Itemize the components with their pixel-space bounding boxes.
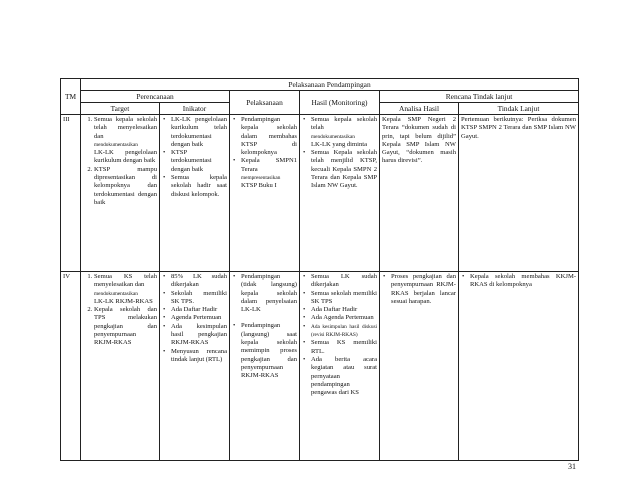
list-item: 1. Semua KS telah menyelesaikan dan mendokumentasikan LK-LK RKJM-RKAS <box>94 273 157 306</box>
tindak-cell <box>459 272 579 461</box>
list-item: • Semua sekolah memiliki SK TPS <box>311 290 377 307</box>
list-item: 2. KTSP mampu dipresentasikan di kelompoknya dan terdokumentasi dengan baik <box>94 166 157 207</box>
list-item: 1. Semua kepala sekolah telah menyelesaikan dan mendokumentasikan LK-LK pengelolaan kurikulum dengan baik <box>94 116 157 166</box>
analisa-cell <box>380 272 459 461</box>
target-cell <box>81 272 160 461</box>
list-item: • Ada Daftar Hadir <box>171 306 227 314</box>
indikator-cell <box>160 115 230 272</box>
tindak-cell: Pertemuan berikutnya: Periksa dokumen KTSP SMPN 2 Terara dan SMP Islam NW Gayut. <box>459 115 579 272</box>
indikator-header: Inikator <box>160 103 230 115</box>
list-item: • Pendampingan (tidak langsung) kepala sekolah dalam penyelsaian LK-LK <box>241 273 297 314</box>
mentoring-table <box>60 78 579 461</box>
list-item: • Ada berita acara kegiatan atau surat pernyataan pendampingan pengawas dari KS <box>311 356 377 397</box>
header-row-2 <box>61 91 579 103</box>
list-item: • KTSP terdokumentasi dengan baik <box>171 149 227 174</box>
page-number: 31 <box>568 462 576 471</box>
pelaksanaan-pendampingan-header: Pelaksanaan Pendampingan <box>81 79 579 91</box>
list-item: • Sekolah memiliki SK TPS. <box>171 290 227 307</box>
list-item: • Semua KS memiliki RTL. <box>311 339 377 356</box>
list-item: • Semua kepala sekolah hadir saat diskusi kelompok. <box>171 174 227 199</box>
list-item: • Pendampingan kepala sekolah dalam membahas KTSP di kelompoknya <box>241 116 297 157</box>
list-item: • Ada kesimpulan hasil diskusi (revisi RKJM-RKAS) <box>311 323 377 340</box>
list-item: • LK-LK pengelolaan kurikulum telah terdokumentasi dengan baik <box>171 116 227 149</box>
perencanaan-header: Perencanaan <box>81 91 230 103</box>
table-row <box>61 272 579 461</box>
indikator-cell <box>160 272 230 461</box>
tm-header: TM <box>61 79 81 115</box>
tm-cell: IV <box>61 272 81 461</box>
list-item: • Semua kepala sekolah telah mendokumentasikan LK-LK yang diminta <box>311 116 377 149</box>
list-item: • Pendampingan (langsung) saat kepala sekolah memimpin proses pengkajian dan penyempurnaan RKJM-RKAS <box>241 322 297 380</box>
list-item: • Ada Agenda Pertemuan <box>311 314 377 322</box>
hasil-cell <box>300 272 380 461</box>
analisa-header: Analisa Hasil <box>380 103 459 115</box>
list-item: • Semua LK sudah dikerjakan <box>311 273 377 290</box>
hasil-cell <box>300 115 380 272</box>
list-item: • 85% LK sudah dikerjakan <box>171 273 227 290</box>
list-item: • Ada kesimpulan hasil pengkajian RKJM-RKAS <box>171 323 227 348</box>
header-row-1 <box>61 79 579 91</box>
list-item: • Menyusun rencana tindak lanjut (RTL) <box>171 348 227 365</box>
list-item: • Agenda Pertemuan <box>171 314 227 322</box>
pelaksanaan-header: Pelaksanaan <box>230 91 300 115</box>
list-item: • Kepala sekolah membahas KKJM-RKAS di kelompoknya <box>470 273 576 290</box>
tm-cell: III <box>61 115 81 272</box>
pelaksanaan-cell <box>230 272 300 461</box>
list-item: • Kepala SMPN1 Terara mempresentasikan KTSP Buku I <box>241 157 297 190</box>
list-item: • Ada Daftar Hadir <box>311 306 377 314</box>
hasil-header: Hasil (Monitoring) <box>300 91 380 115</box>
list-item: • Semua Kepala sekolah telah menjilid KTSP, kecuali Kepala SMPN 2 Terara dan Kepala SMP Islam NW Gayut. <box>311 149 377 190</box>
tindak-header: Tindak Lanjut <box>459 103 579 115</box>
rencana-header: Rencana Tindak lanjut <box>380 91 579 103</box>
target-cell <box>81 115 160 272</box>
target-header: Target <box>81 103 160 115</box>
analisa-cell: Kepala SMP Negeri 2 Terara “dokumen sudah di prin, tapi belum dijilid” Kepala SMP Islam NW Gayut, “dokumen masih harus direvisi”. <box>380 115 459 272</box>
table-row <box>61 115 579 272</box>
pelaksanaan-cell <box>230 115 300 272</box>
list-item: 2. Kepala sekolah dan TPS melakukan pengkajian dan penyempurnaan RKJM-RKAS <box>94 306 157 347</box>
list-item: • Proses pengkajian dan penyempurnaan RKJM-RKAS berjalan lancar sesuai harapan. <box>391 273 456 306</box>
